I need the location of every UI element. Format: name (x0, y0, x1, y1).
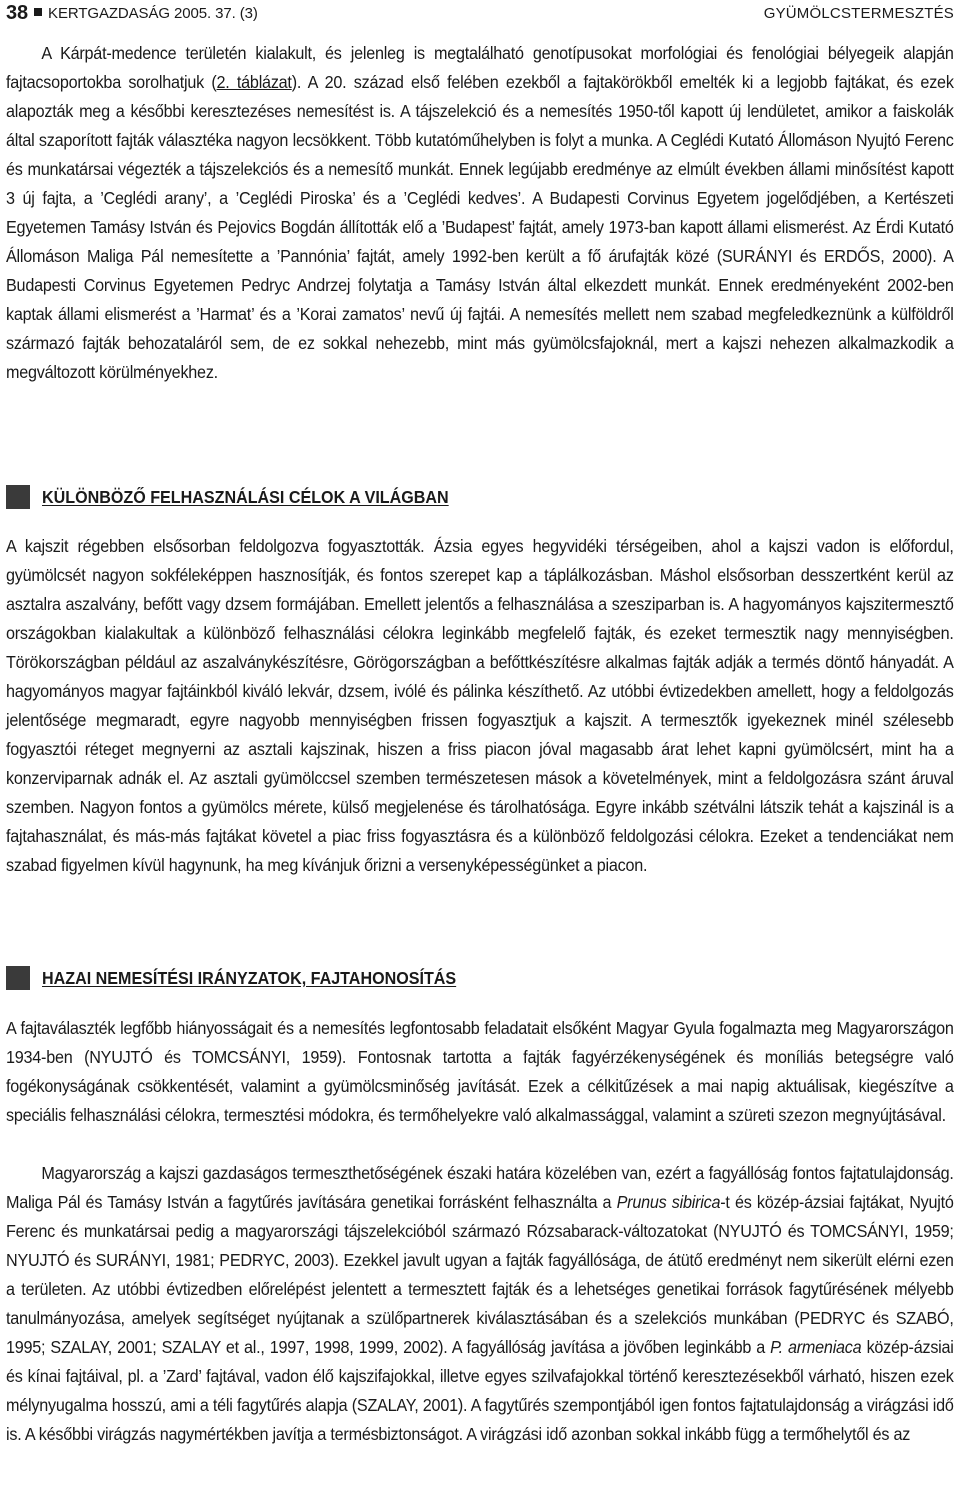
section2-text-2b: -t és közép-ázsiai fajtákat, Nyujtó Ferenc és munkatársai pedig a magyarországi tájszelekcióból származó Rózsabarack-változatokat (NYUJTÓ és TOMCSÁNYI, 1959; NYUJTÓ és SURÁNYI, 1981; PEDRYC, 2003). Ezekkel javult ugyan a fajták fagyállósága, de átütő eredményt nem sikerült elérni ezen a területen. Az utóbbi évtizedben előrelépést jelentett a termesztett fajták és a lehetséges genetikai források fagytűrésének mélyebb tanulmányozása, amelyek segítséget nyújtanak a szülőpartnerek kiválasztásában és a szelekciós munkában (PEDRYC és SZABÓ, 1995; SZALAY, 2001; SZALAY et al., 1997, 1998, 1999, 2002). A fagyállóság javítása a jövőben leginkább a (6, 1192, 954, 1357)
species-name-2: P. armeniaca (770, 1337, 862, 1357)
journal-citation: KERTGAZDASÁG 2005. 37. (3) (48, 5, 258, 22)
section-heading-2 (6, 966, 492, 990)
section2-text-1: A fajtaválaszték legfőbb hiányosságait és a nemesítés legfontosabb feladatait elsőként Magyar Gyula fogalmazta meg Magyarországon 1934-ben (NYUJTÓ és TOMCSÁNYI, 1959). Fontosnak tartotta a fajták fagyérzékenységének és moníliás betegségre való fogékonyságának csökkentését, valamint a gyümölcsminőség javítását. Ezek a célkitűzések a mai napig aktuálisak, kiegészítve a speciális felhasználási célokra, termesztési módokra, és termőhelyekre való alkalmassággal, valamint a szüreti szezon megnyújtásával. (6, 1018, 954, 1125)
section-title-1: KÜLÖNBÖZŐ FELHASZNÁLÁSI CÉLOK A VILÁGBAN (42, 487, 449, 507)
section-label: GYÜMÖLCSTERMESZTÉS (763, 5, 954, 22)
section-title-2: HAZAI NEMESÍTÉSI IRÁNYZATOK, FAJTAHONOSÍTÁS (42, 968, 457, 988)
running-header (6, 2, 954, 28)
square-bullet-icon (34, 8, 42, 16)
section1-paragraph (6, 532, 954, 880)
page-number: 38 (6, 2, 29, 24)
header-left (6, 2, 258, 25)
section1-text: A kajszit régebben elsősorban feldolgozva fogyasztották. Ázsia egyes hegyvidéki térségeiben, ahol a kajszi vadon is előfordul, gyümölcsét nagyon sokféleképpen hasznosítják, és fontos szerepet kap a táplálkozásban. Máshol elsősorban desszertként kerül az asztalra aszalvány, befőtt vagy dzsem formájában. Emellett jelentős a felhasználása a szesziparban is. A hagyományos kajszitermesztő országokban kialakultak a különböző felhasználási célokra leginkább megfelelő fajták, és ezeket termesztik nagy mennyiségben. Törökországban például az aszalványkészítésre, Görögországban a befőttkészítésre alkalmas fajták adják a termés döntő hányadát. A hagyományos magyar fajtáinkból kiváló lekvár, dzsem, ivólé és pálinka készíthető. Az utóbbi évtizedekben amellett, hogy a feldolgozás jelentősége megmaradt, egyre nagyobb mennyiségben frissen fogyasztjuk a kajszit. A termesztők igyekeznek minél szélesebb fogyasztói réteget megnyerni az asztali kajszinak, hiszen a friss piacon jóval magasabb árat lehet kapni gyümölcsért, mint ha a konzerviparnak adnák el. Az asztali gyümölccsel szemben természetesen mások a követelmények, mint a feldolgozásra szánt áruval szemben. Nagyon fontos a gyümölcs mérete, külső megjelenése és tárolhatósága. Egyre inkább szétválni látszik tehát a kajszinál is a fajtahasználat, és más-más fajtákat követel a piac friss fogyasztásra és a különböző feldolgozási célokra. Ezeket a tendenciákat nem szabad figyelmen kívül hagynunk, ha meg kívánjuk őrizni a versenyképességünket a piacon. (6, 536, 954, 875)
intro-text-2: ). A 20. század első felében ezekből a fajtakörökből emelték ki a legjobb fajtákat, és ezek alapozták meg a későbbi keresztezéses nemesítést is. A tájszelekció és a nemesítés 1950-től kapott új lendületet, amikor a faiskolák által szaporított fajták választéka nagyon lecsökkent. Több kutatóműhelyben is folyt a munka. A Ceglédi Kutató Állomáson Nyujtó Ferenc és munkatársai végezték a tájszelekciós és a nemesítő munkát. Ennek legújabb eredménye az elmúlt években állami minősítést kapott 3 új fajta, a ’Ceglédi arany’, a ’Ceglédi Piroska’ és a ’Ceglédi kedves’. A Budapesti Corvinus Egyetem jogelődjében, a Kertészeti Egyetemen Tamásy István és Pejovics Bogdán állították elő a ’Budapest’ fajtát, amely 1973-ban kapott állami elismerést. Az Érdi Kutató Állomáson Maliga Pál nemesítette a ’Pannónia’ fajtát, amely 1992-ben került a fő árufajták közé (SURÁNYI és ERDŐS, 2000). A Budapesti Corvinus Egyetemen Pedryc Andrzej folytatja a Tamásy István által elkezdett munkát. Ennek eredményeként 2002-ben kaptak állami elismerést a ’Harmat’ és a ’Korai zamatos’ nevű új fajtái. A nemesítés mellett nem szabad megfeledkeznünk a külföldről származó fajták behozataláról sem, de ez sokkal nehezebb, mint más gyümölcsfajoknál, mert a kajszi nehezen alkalmazkodik a megváltozott körülményekhez. (6, 72, 954, 382)
heading-block-icon (6, 485, 30, 509)
species-name-1: Prunus sibirica (616, 1192, 721, 1212)
section2-text-2a: Magyarország a kajszi gazdaságos termeszthetőségének északi határa közelében van, ezért a fagyállóság fontos fajtatulajdonság. Maliga Pál és Tamásy István a fagytűrés javítására genetikai forrásként felhasználta a (6, 1163, 954, 1212)
heading-block-icon (6, 966, 30, 990)
section2-paragraph-1 (6, 1014, 954, 1130)
intro-text-1: A Kárpát-medence területén kialakult, és jelenleg is megtalálható genotípusokat morfológiai és fenológiai bélyegeik alapján fajtacsoportokba sorolhatjuk ( (6, 43, 954, 92)
section2-text-2c: közép-ázsiai és kínai fajtáival, pl. a ’Zard’ fajtával, vadon élő kajszifajokkal, illetve egyes szilvafajokkal történő keresztezésekből várható, hiszen ezek mélynyugalma hosszú, ami a téli fagytűrés alapja (SZALAY, 2001). A fagytűrés szempontjából igen fontos fajtatulajdonság a virágzási idő is. A későbbi virágzás nagymértékben javítja a termésbiztonságot. A virágzási idő azonban sokkal inkább függ a termőhelytől és az (6, 1337, 954, 1444)
section-heading-1 (6, 485, 484, 509)
table-reference-link[interactable]: 2. táblázat (216, 72, 292, 92)
section2-paragraph-2 (6, 1159, 954, 1449)
intro-paragraph (6, 39, 954, 387)
